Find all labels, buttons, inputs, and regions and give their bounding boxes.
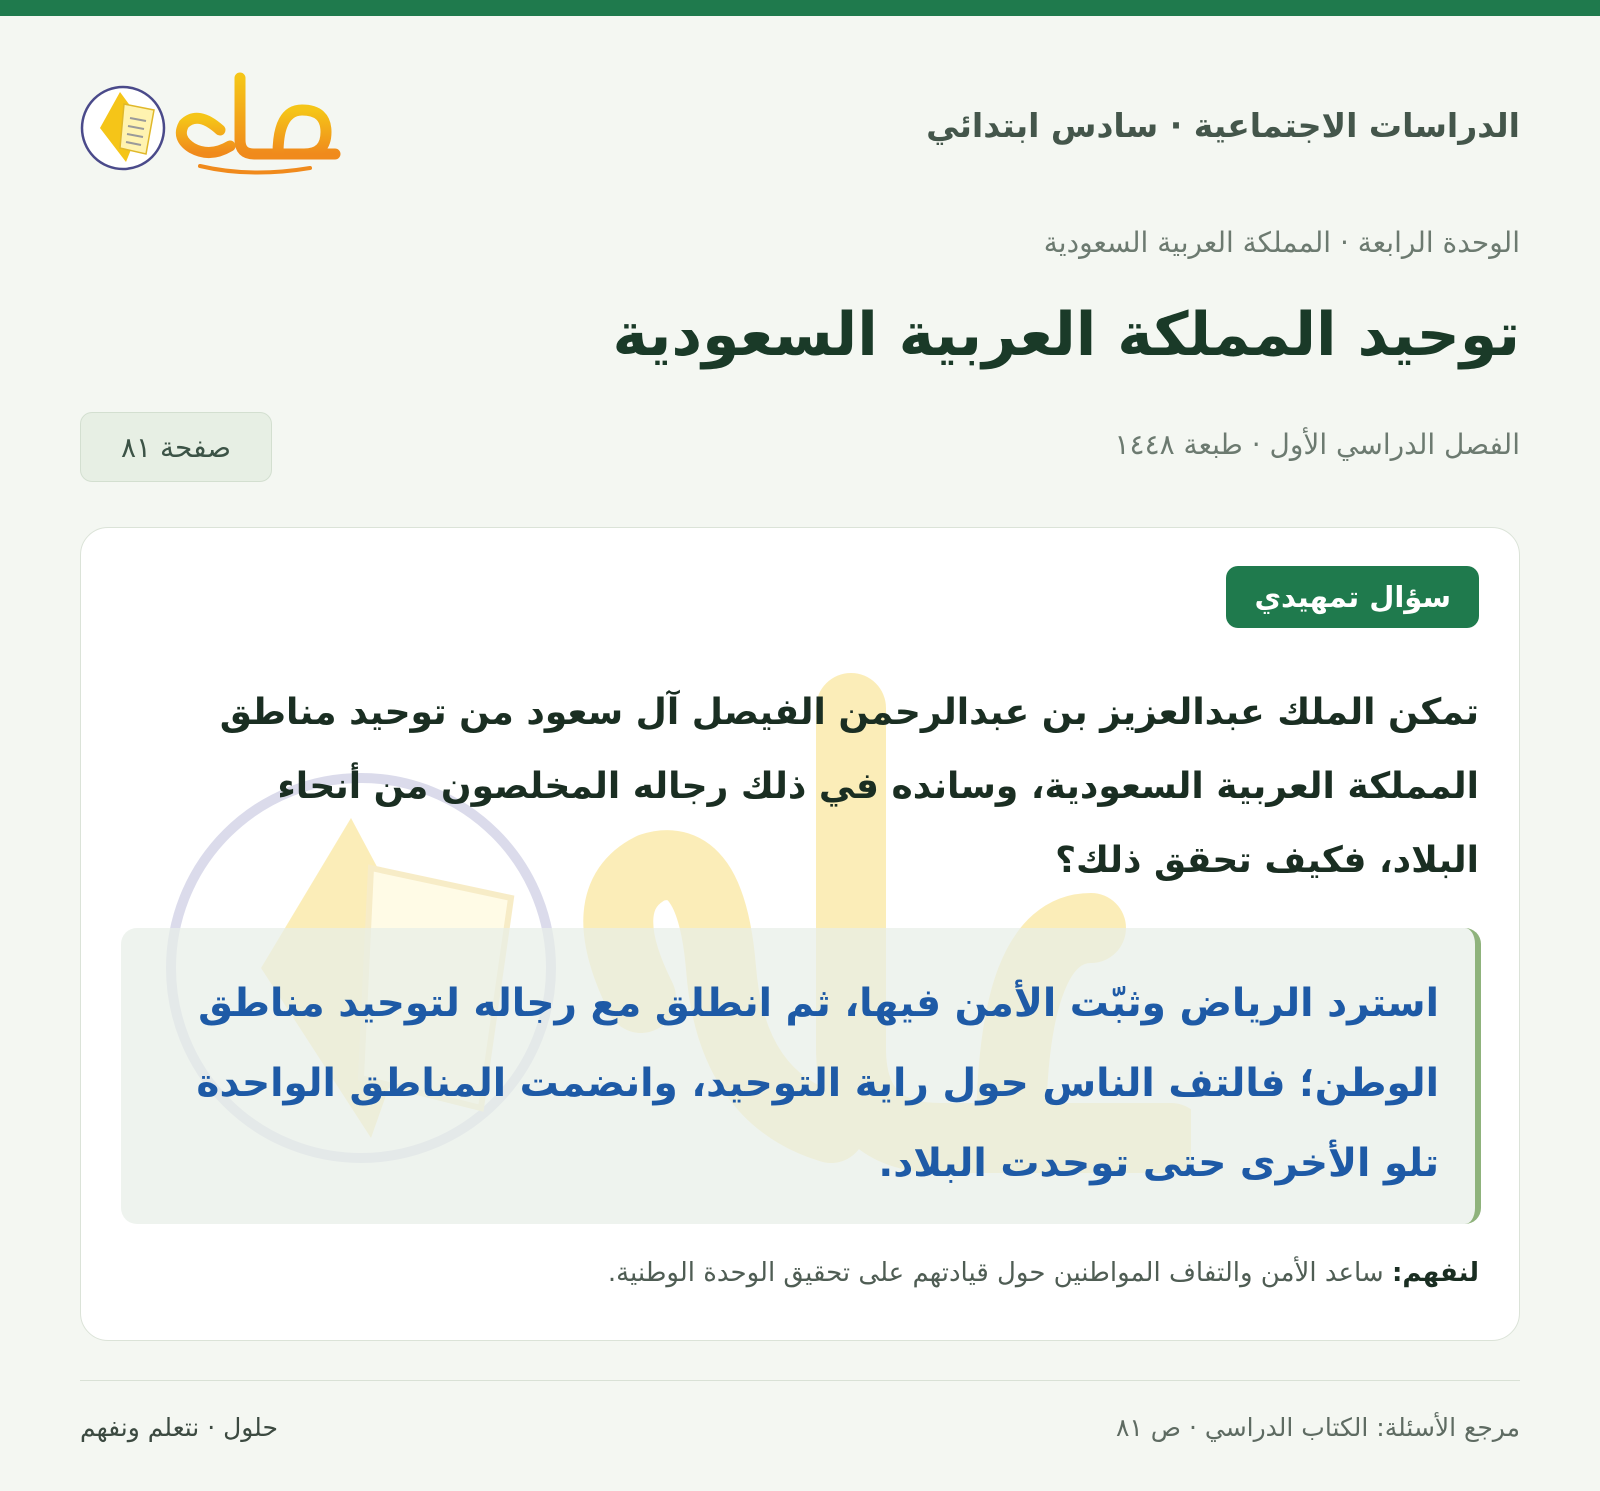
unit-breadcrumb: الوحدة الرابعة · المملكة العربية السعودية — [1043, 226, 1520, 259]
question-card — [80, 527, 1520, 1341]
logo[interactable] — [80, 70, 360, 180]
answer-box — [121, 928, 1481, 1224]
book-emblem-icon — [82, 87, 164, 169]
logo-icon — [80, 70, 360, 180]
top-accent-bar — [0, 0, 1600, 16]
note-label: لنفهم: — [1391, 1258, 1479, 1288]
footer-brand[interactable]: حلول · نتعلم ونفهم — [80, 1413, 278, 1442]
page-title: توحيد المملكة العربية السعودية — [612, 300, 1520, 370]
footer-divider — [80, 1380, 1520, 1381]
subject-title: الدراسات الاجتماعية · سادس ابتدائي — [926, 106, 1520, 145]
question-text: تمكن الملك عبدالعزيز بن عبدالرحمن الفيصل آل سعود من توحيد مناطق المملكة العربية السعودية، وسانده في ذلك رجاله المخلصون من أنحاء البلاد، فكيف تحقق ذلك؟ — [219, 692, 1479, 881]
page-number-badge: صفحة ٨١ — [80, 412, 272, 482]
footer-reference: مرجع الأسئلة: الكتاب الدراسي · ص ٨١ — [1115, 1413, 1520, 1442]
note-text: ساعد الأمن والتفاف المواطنين حول قيادتهم على تحقيق الوحدة الوطنية. — [607, 1258, 1384, 1288]
semester-edition: الفصل الدراسي الأول · طبعة ١٤٤٨ — [1114, 428, 1520, 461]
answer-text: استرد الرياض وثبّت الأمن فيها، ثم انطلق مع رجاله لتوحيد مناطق الوطن؛ فالتف الناس حول راية التوحيد، وانضمت المناطق الواحدة تلو الأخرى حتى توحدت البلاد. — [196, 981, 1439, 1186]
intro-question-badge: سؤال تمهيدي — [1226, 566, 1479, 628]
understanding-note — [608, 1258, 1479, 1288]
page-header — [80, 70, 1520, 190]
